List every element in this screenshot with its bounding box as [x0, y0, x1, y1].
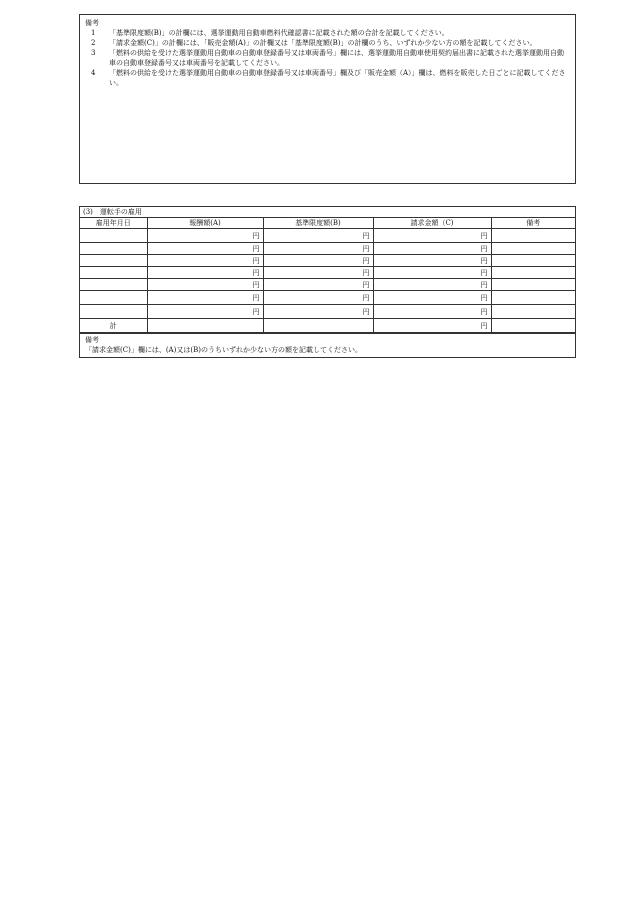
note-text: 「燃料の供給を受けた選挙運動用自動車の自動車登録番号又は車両番号」欄及び「販売金額（A）」欄は、燃料を販売した日ごとに記載してください。 — [109, 69, 566, 87]
header-standard-limit: 基準限度額(B) — [263, 218, 373, 229]
remarks-title: 備考 — [85, 336, 99, 344]
date-cell[interactable] — [80, 305, 147, 319]
note-text: 「燃料の供給を受けた選挙運動用自動車の自動車登録番号又は車両番号」欄には、選挙運動用自動車使用契約届出書に記載された選挙運動用自動車の自動車登録番号又は車両番号を記載してください。 — [109, 49, 564, 67]
table-row — [80, 305, 575, 319]
header-remarks: 備考 — [491, 218, 575, 229]
remarks-cell[interactable] — [491, 243, 575, 255]
header-employment-date: 雇用年月日 — [80, 218, 147, 229]
table-row — [80, 291, 575, 305]
standard-limit-cell[interactable]: 円 — [263, 267, 373, 279]
remarks-cell[interactable] — [491, 291, 575, 305]
claim-amount-cell[interactable]: 円 — [373, 243, 491, 255]
notes-title: 備考 — [85, 19, 99, 27]
header-claim-amount: 請求金額（C) — [373, 218, 491, 229]
date-cell[interactable] — [80, 229, 147, 243]
total-remuneration-cell[interactable] — [147, 319, 263, 333]
standard-limit-cell[interactable]: 円 — [263, 291, 373, 305]
total-row — [80, 319, 575, 333]
remarks-cell[interactable] — [491, 305, 575, 319]
date-cell[interactable] — [80, 291, 147, 305]
standard-limit-cell[interactable]: 円 — [263, 243, 373, 255]
remarks-cell[interactable] — [491, 267, 575, 279]
remuneration-cell[interactable]: 円 — [147, 279, 263, 291]
table-row — [80, 243, 575, 255]
remuneration-cell[interactable]: 円 — [147, 243, 263, 255]
note-item — [85, 38, 570, 48]
date-cell[interactable] — [80, 267, 147, 279]
driver-employment-section — [79, 206, 576, 358]
remarks-cell[interactable] — [491, 279, 575, 291]
note-number: 2 — [91, 39, 96, 47]
remarks-text: 「請求金額(C)」欄には、(A)又は(B)のうちいずれか少ない方の額を記載してください。 — [85, 346, 362, 354]
standard-limit-cell[interactable]: 円 — [263, 279, 373, 291]
section-title: (3) 運転手の雇用 — [80, 207, 575, 218]
remuneration-cell[interactable]: 円 — [147, 255, 263, 267]
table-row — [80, 229, 575, 243]
note-number: 1 — [91, 29, 96, 37]
claim-amount-cell[interactable]: 円 — [373, 229, 491, 243]
total-standard-limit-cell[interactable] — [263, 319, 373, 333]
notes-box — [79, 14, 576, 184]
claim-amount-cell[interactable]: 円 — [373, 279, 491, 291]
standard-limit-cell[interactable]: 円 — [263, 305, 373, 319]
note-number: 4 — [91, 69, 96, 77]
remarks-cell[interactable] — [491, 255, 575, 267]
remuneration-cell[interactable]: 円 — [147, 291, 263, 305]
remuneration-cell[interactable]: 円 — [147, 305, 263, 319]
table-row — [80, 279, 575, 291]
table-row — [80, 255, 575, 267]
table-row — [80, 267, 575, 279]
note-item — [85, 68, 570, 88]
date-cell[interactable] — [80, 255, 147, 267]
remuneration-cell[interactable]: 円 — [147, 267, 263, 279]
total-remarks-cell[interactable] — [491, 319, 575, 333]
total-label: 計 — [80, 319, 147, 333]
note-number: 3 — [91, 49, 96, 57]
total-claim-amount-cell[interactable]: 円 — [373, 319, 491, 333]
note-item — [85, 48, 570, 68]
standard-limit-cell[interactable]: 円 — [263, 229, 373, 243]
date-cell[interactable] — [80, 243, 147, 255]
table-header-row — [80, 218, 575, 229]
header-remuneration: 報酬額(A) — [147, 218, 263, 229]
date-cell[interactable] — [80, 279, 147, 291]
remarks-cell[interactable] — [491, 229, 575, 243]
driver-employment-table — [80, 218, 575, 333]
claim-amount-cell[interactable]: 円 — [373, 305, 491, 319]
note-text: 「請求金額(C)」の計欄には、「販売金額(A)」の計欄又は「基準限度額(B)」の計欄のうち、いずれか少ない方の額を記載してください。 — [109, 39, 537, 47]
section-remarks — [80, 333, 575, 357]
note-item — [85, 28, 570, 38]
claim-amount-cell[interactable]: 円 — [373, 267, 491, 279]
claim-amount-cell[interactable]: 円 — [373, 255, 491, 267]
note-text: 「基準限度額(B)」の計欄には、選挙運動用自動車燃料代確認書に記載された額の合計を記載してください。 — [109, 29, 449, 37]
standard-limit-cell[interactable]: 円 — [263, 255, 373, 267]
remuneration-cell[interactable]: 円 — [147, 229, 263, 243]
claim-amount-cell[interactable]: 円 — [373, 291, 491, 305]
